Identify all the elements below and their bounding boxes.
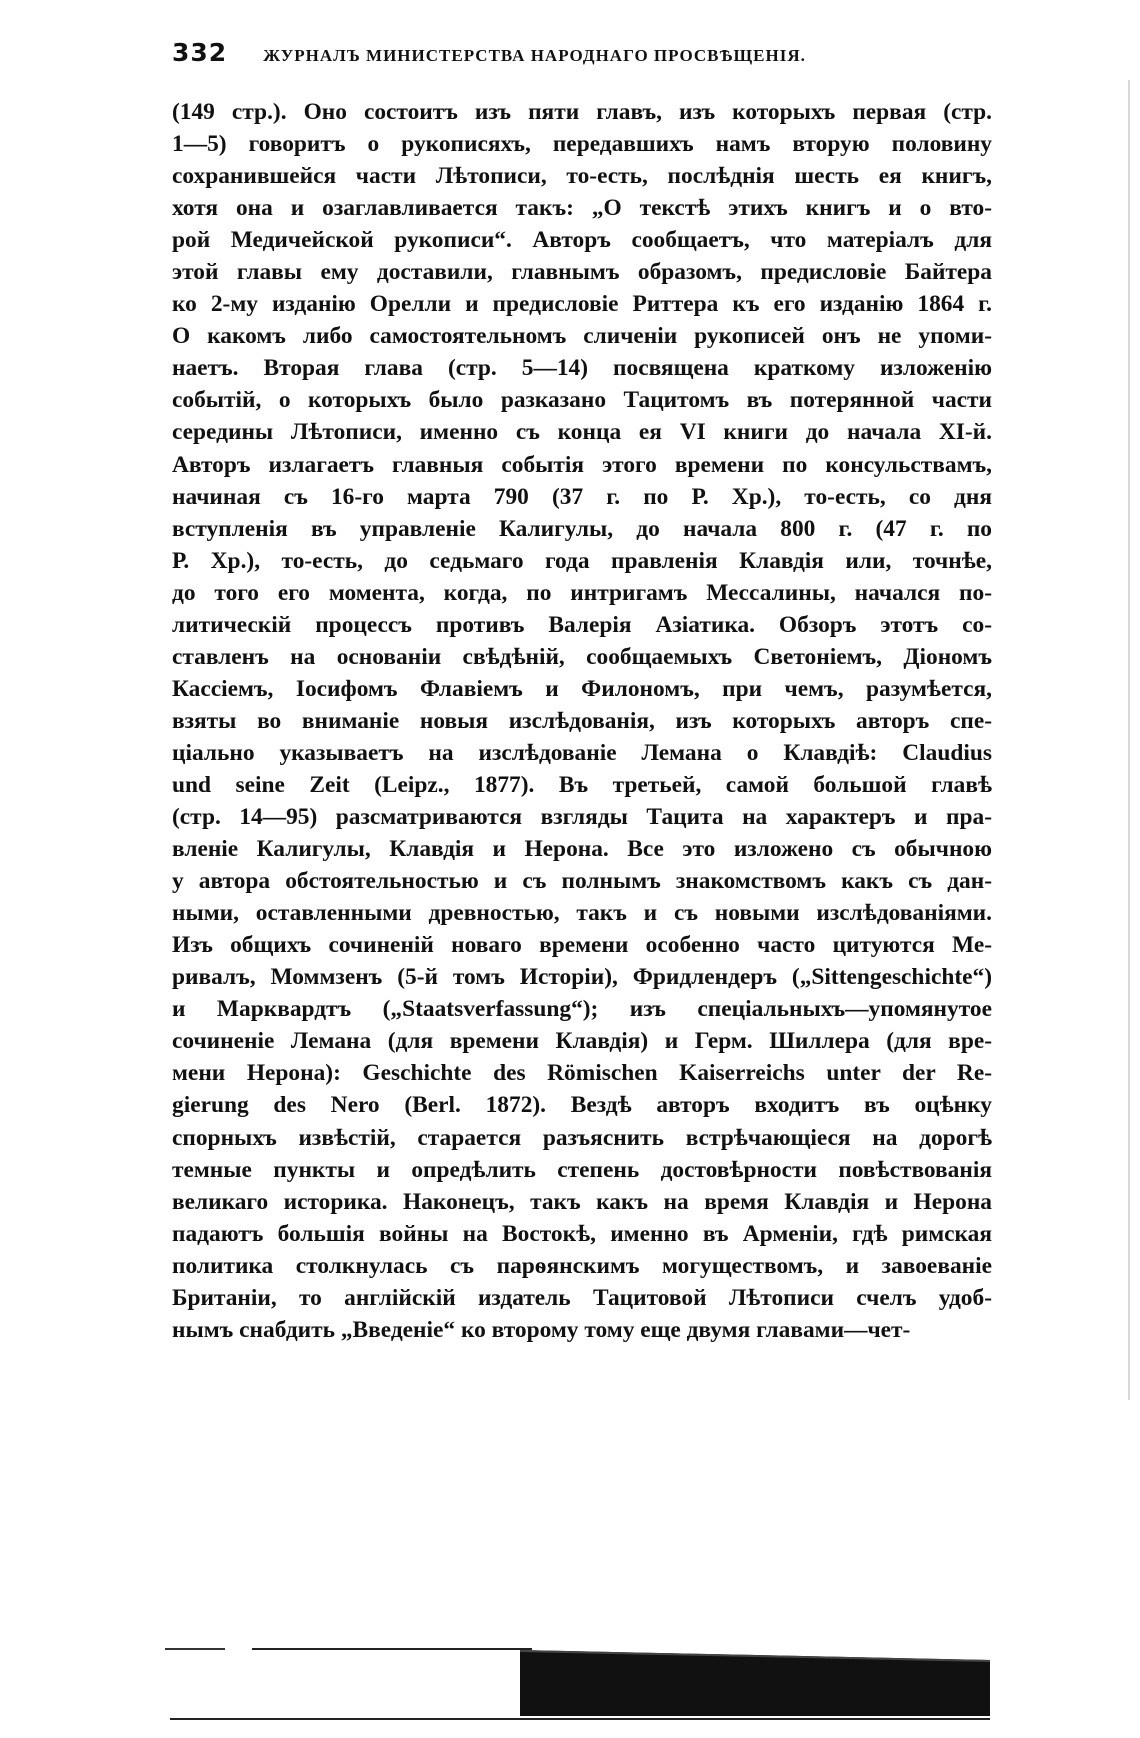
text-line: Р. Хр.), то-есть, до седьмаго года правленія Клавдія или, точнѣе, bbox=[172, 547, 992, 574]
text-line: вленіе Калигулы, Клавдія и Нерона. Все это изложено съ обычною bbox=[172, 836, 992, 863]
text-line: этой главы ему доставили, главнымъ образомъ, предисловіе Байтера bbox=[172, 259, 992, 286]
text-line: вступленія въ управленіе Калигулы, до начала 800 г. (47 г. по bbox=[172, 515, 992, 542]
text-line: мени Нерона): Geschichte des Römischen Kaiserreichs unter der Re- bbox=[172, 1060, 992, 1087]
text-line: нымъ снабдить „Введеніе“ ко второму тому еще двумя главами—чет- bbox=[172, 1316, 911, 1343]
text-line: политика столкнулась съ парѳянскимъ могуществомъ, и завоеваніе bbox=[172, 1252, 992, 1279]
text-line: падаютъ большія войны на Востокѣ, именно въ Арменіи, гдѣ римская bbox=[172, 1220, 992, 1247]
text-line: взяты во вниманіе новыя изслѣдованія, изъ которыхъ авторъ спе- bbox=[172, 707, 992, 734]
text-line: 1—5) говоритъ о рукописяхъ, передавшихъ намъ вторую половину bbox=[172, 131, 992, 158]
text-line: ными, оставленными древностью, такъ и съ новыми изслѣдованіями. bbox=[172, 900, 992, 927]
text-line: сохранившейся части Лѣтописи, то-есть, послѣднія шесть ея книгъ, bbox=[172, 163, 992, 190]
text-line: Кассіемъ, Іосифомъ Флавіемъ и Филономъ, при чемъ, разумѣется, bbox=[172, 675, 992, 702]
text-line: у автора обстоятельностью и съ полнымъ знакомствомъ какъ съ дан- bbox=[172, 868, 992, 895]
text-line: Изъ общихъ сочиненій новаго времени особенно часто цитуются Ме- bbox=[172, 932, 992, 959]
text-line: (стр. 14—95) разсматриваются взгляды Тацита на характеръ и пра- bbox=[172, 804, 992, 831]
text-line: середины Лѣтописи, именно съ конца ея VI книги до начала XI-й. bbox=[172, 419, 992, 446]
text-line: темные пункты и опредѣлить степень достовѣрности повѣствованія bbox=[172, 1156, 992, 1183]
text-line: ціально указываетъ на изслѣдованіе Лемана о Клавдіѣ: Claudius bbox=[172, 739, 992, 766]
text-line: великаго историка. Наконецъ, такъ какъ на время Клавдія и Нерона bbox=[172, 1188, 992, 1215]
text-line: ставленъ на основаніи свѣдѣній, сообщаемыхъ Светоніемъ, Діономъ bbox=[172, 643, 992, 670]
scan-artifact-rule bbox=[170, 1718, 990, 1720]
text-line: ко 2-му изданію Орелли и предисловіе Риттера къ его изданію 1864 г. bbox=[172, 291, 992, 318]
text-line: событій, о которыхъ было разказано Тацитомъ въ потерянной части bbox=[172, 387, 992, 414]
text-line: und seine Zeit (Leipz., 1877). Въ третьей, самой большой главѣ bbox=[172, 771, 992, 798]
text-line: рой Медичейской рукописи“. Авторъ сообщаетъ, что матеріалъ для bbox=[172, 227, 992, 254]
text-line: (149 стр.). Оно состоитъ изъ пяти главъ, изъ которыхъ первая (стр. bbox=[172, 99, 992, 125]
page-number: 332 bbox=[172, 38, 228, 67]
text-line: спорныхъ извѣстій, старается разъяснить встрѣчающіеся на дорогѣ bbox=[172, 1124, 992, 1151]
text-line: и Марквардтъ („Staatsverfassung“); изъ спеціальныхъ—упомянутое bbox=[172, 996, 992, 1023]
text-line: gierung des Nero (Berl. 1872). Вездѣ авторъ входитъ въ оцѣнку bbox=[172, 1092, 992, 1119]
text-line: начиная съ 16-го марта 790 (37 г. по Р. Хр.), то-есть, со дня bbox=[172, 483, 992, 510]
text-line: хотя она и озаглавливается такъ: „О текстѣ этихъ книгъ и о вто- bbox=[172, 195, 992, 222]
running-title: ЖУРНАЛЪ МИНИСТЕРСТВА НАРОДНАГО ПРОСВѢЩЕНІЯ. bbox=[263, 46, 806, 65]
text-line: ривалъ, Моммзенъ (5-й томъ Исторіи), Фридлендеръ („Sittengeschichte“) bbox=[172, 964, 992, 991]
text-line: до того его момента, когда, по интригамъ Мессалины, начался по- bbox=[172, 579, 992, 606]
text-line: О какомъ либо самостоятельномъ сличеніи рукописей онъ не упоми- bbox=[172, 323, 992, 350]
text-line: наетъ. Вторая глава (стр. 5—14) посвящена краткому изложенію bbox=[172, 355, 992, 382]
text-line: литическій процессъ противъ Валерія Азіатика. Обзоръ этотъ со- bbox=[172, 611, 992, 638]
text-line: сочиненіе Лемана (для времени Клавдія) и Герм. Шиллера (для вре- bbox=[172, 1028, 992, 1055]
text-line: Авторъ излагаетъ главныя событія этого времени по консульствамъ, bbox=[172, 451, 992, 478]
text-line: Британіи, то англійскій издатель Тацитовой Лѣтописи счелъ удоб- bbox=[172, 1284, 992, 1311]
